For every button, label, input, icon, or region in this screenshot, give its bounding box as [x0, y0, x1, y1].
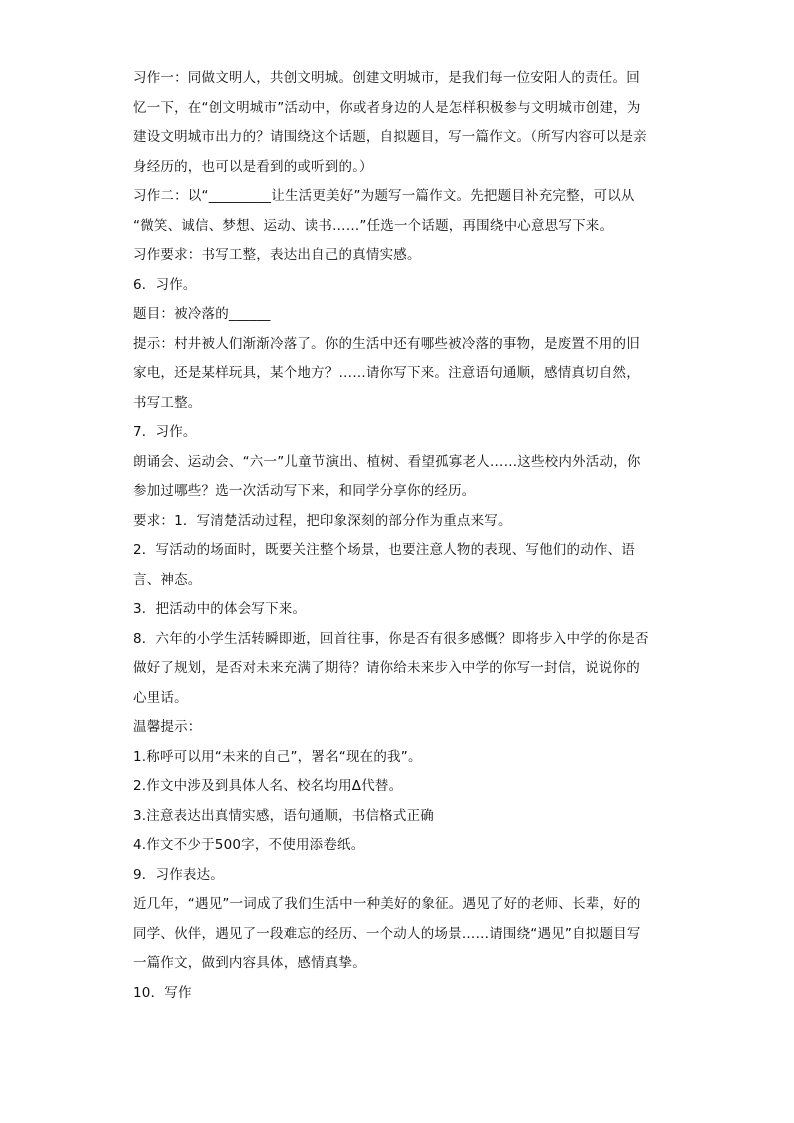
text-line: 朗诵会、运动会、“六一”儿童节演出、植树、看望孤寡老人……这些校内外活动，你 [133, 453, 641, 470]
text-line: 习作要求：书写工整，表达出自己的真情实感。 [133, 247, 421, 263]
text-line: 温馨提示： [133, 719, 202, 735]
text-line: 1.称呼可以用“未来的自己”，署名“现在的我”。 [133, 748, 422, 765]
question-heading: 10．写作 [133, 984, 192, 1001]
text-line: 身经历的，也可以是看到的或听到的。） [133, 158, 373, 175]
text-line: 言、神态。 [133, 571, 202, 588]
question-heading: 7．习作。 [133, 424, 197, 440]
text-line: 习作二：以“_________让生活更美好”为题写一篇作文。先把题目补充完整，可以从 [133, 188, 635, 204]
document-body [133, 64, 663, 1008]
question-heading: 6．习作。 [133, 276, 197, 293]
text-line: 同学、伙伴，遇见了一段难忘的经历、一个动人的场景……请围绕“遇见”自拟题目写 [133, 925, 641, 942]
text-line: 习作一：同做文明人，共创文明城。创建文明城市，是我们每一位安阳人的责任。回 [133, 70, 640, 86]
text-line: “微笑、诚信、梦想、运动、读书……”任选一个话题，再围绕中心意思写下来。 [133, 217, 614, 234]
text-line: 提示：村井被人们渐渐冷落了。你的生活中还有哪些被冷落的事物，是废置不用的旧 [133, 335, 640, 352]
question-heading: 8．六年的小学生活转瞬即逝，回首往事，你是否有很多感慨？即将步入中学的你是否 [133, 630, 649, 647]
text-line: 4.作文不少于500字，不使用添卷纸。 [133, 837, 365, 853]
text-line: 心里话。 [133, 689, 188, 706]
text-line: 书写工整。 [133, 394, 202, 411]
text-line: 一篇作文，做到内容具体，感情真挚。 [133, 955, 366, 971]
question-heading: 9．习作表达。 [133, 866, 224, 883]
text-line: 3.注意表达出真情实感，语句通顺，书信格式正确 [133, 807, 434, 824]
text-line: 家电，还是某样玩具，某个地方？……请你写下来。注意语句通顺，感情真切自然， [133, 365, 640, 381]
text-line: 要求：1．写清楚活动过程，把印象深刻的部分作为重点来写。 [133, 512, 512, 529]
text-line: 2．写活动的场面时，既要关注整个场景，也要注意人物的表现、写他们的动作、语 [133, 542, 635, 558]
text-line: 忆一下，在“创文明城市”活动中，你或者身边的人是怎样积极参与文明城市创建，为 [133, 99, 641, 116]
text-line: 建设文明城市出力的？请围绕这个话题，自拟题目，写一篇作文。（所写内容可以是亲 [133, 129, 647, 145]
text-line: 近几年，“遇见”一词成了我们生活中一种美好的象征。遇见了好的老师、长辈，好的 [133, 896, 641, 912]
text-line: 做好了规划，是否对未来充满了期待？请你给未来步入中学的你写一封信，说说你的 [133, 660, 640, 676]
text-line: 参加过哪些？选一次活动写下来，和同学分享你的经历。 [133, 483, 476, 499]
text-line: 2.作文中涉及到具体人名、校名均用Δ代替。 [133, 778, 403, 794]
text-line: 3．把活动中的体会写下来。 [133, 601, 307, 617]
text-line: 题目：被冷落的______ [133, 306, 271, 322]
